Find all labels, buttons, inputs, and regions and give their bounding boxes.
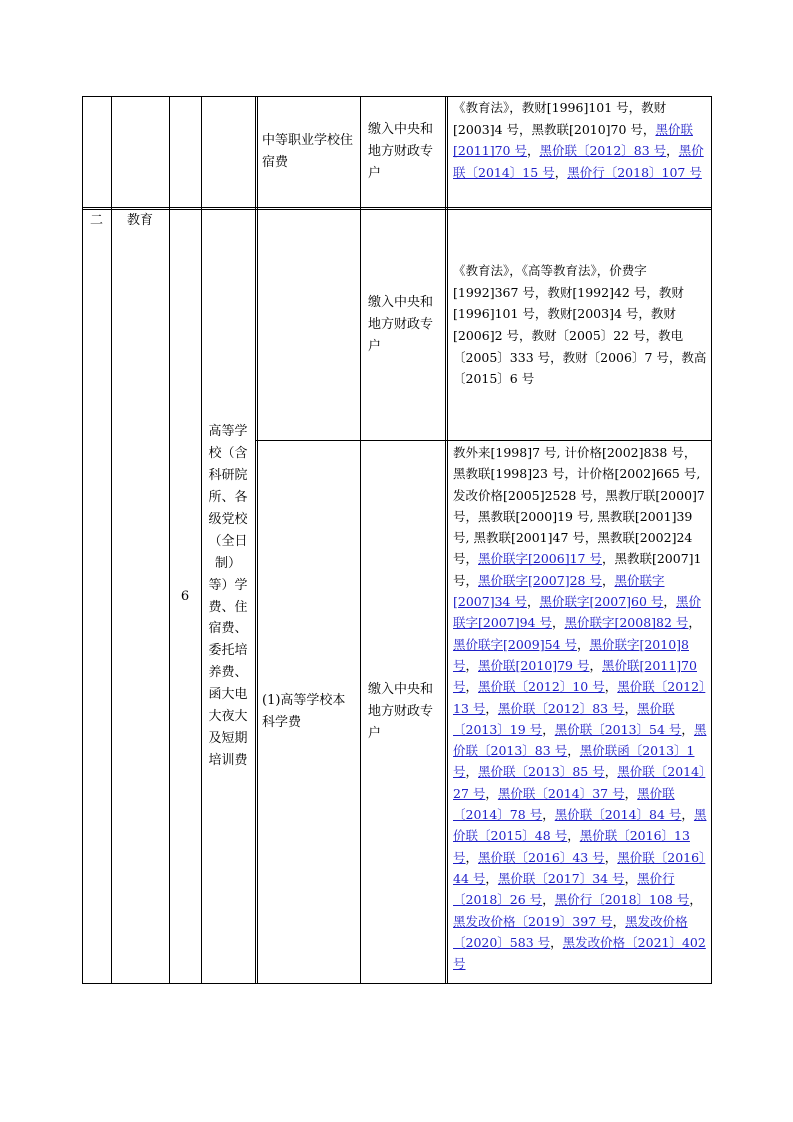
basis-link[interactable]: 黑价联〔2013〕83 号 [453,721,707,759]
row1-basis-cell: 《教育法》，教财[1996]101 号，教财[2003]4 号，黑教联[2010]70 号，黑价联[2011]70 号，黑价联〔2012〕83 号，黑价联〔2014〕15 号，黑价行〔2018〕107 号 [453,100,704,181]
basis-link[interactable]: 黑价行〔2018〕107 号 [567,165,702,181]
basis-link[interactable]: 黑价联〔2015〕48 号 [453,807,707,844]
row3-item: (1)高等学校本科学费 [262,693,346,730]
basis-link[interactable]: 黑价联〔2014〕15 号 [453,143,704,181]
row3-basis-cell: 教外来[1998]7 号, 计价格[2002]838 号，黑教联[1998]23 号，计价格[2002]665 号, 发改价格[2005]2528 号，黑教厅联[2000]7 号，黑教联[2000]19 号, 黑教联[2001]39 号, 黑教联[2001]47 号，黑教联[2002]24 号，黑价联字[2006]17 号，黑教联[2007]1 号，黑价联字[2007]28 号，黑价联字[2007]34 号，黑价联字[2007]60 号，黑价联字[2007]94 号，黑价联字[2008]82 号，黑价联字[2009]54 号，黑价联字[2010]8 号，黑价联[2010]79 号，黑价联[2011]70 号，黑价联〔2012〕10 号，黑价联〔2012〕13 号，黑价联〔2012〕83 号，黑价联〔2013〕19 号，黑价联〔2013〕54 号，黑价联〔2013〕83 号，黑价联函〔2013〕1 号，黑价联〔2013〕85 号，黑价联〔2014〕27 号，黑价联〔2014〕37 号，黑价联〔2014〕78 号，黑价联〔2014〕84 号，黑价联〔2015〕48 号，黑价联〔2016〕13 号，黑价联〔2016〕43 号，黑价联〔2016〕44 号，黑价联〔2017〕34 号，黑价行〔2018〕26 号，黑价行〔2018〕108 号，黑发改价格〔2019〕397 号，黑发改价格〔2020〕583 号，黑发改价格〔2021〕402 号 [453,445,707,972]
row1-basis-text: 《教育法》，教财[1996]101 号，教财[2003]4 号，黑教联[2010]70 号， [453,100,667,137]
grid-line [257,96,258,984]
row2-basis: 《教育法》，《高等教育法》，价费字[1992]367 号，教财[1992]42 号，教财[1996]101 号，教财[2003]4 号，教财[2006]2 号，教财〔2005〕22 号，教电〔2005〕333 号，教财〔2006〕7 号，教高〔2015〕6 号 [453,262,707,387]
group-seq: 6 [180,588,190,604]
basis-link[interactable]: 黑价联〔2016〕13 号 [453,828,690,865]
basis-link[interactable]: 黑价联[2011]70 号 [453,121,693,159]
basis-link[interactable]: 黑价联〔2016〕43 号 [478,849,605,865]
basis-link[interactable]: 黑价联〔2014〕37 号 [497,785,625,801]
basis-link[interactable]: 黑价联函〔2013〕1 号 [453,743,695,780]
basis-link[interactable]: 黑价联字[2009]54 号 [453,636,577,652]
basis-link[interactable]: 黑发改价格〔2020〕583 号 [453,913,688,950]
row3-method-cell [368,441,442,983]
basis-link[interactable]: 黑价联字[2007]34 号 [453,572,665,610]
row2-method: 缴入中央和地方财政专户 [368,295,434,354]
basis-link[interactable]: 黑价联〔2012〕83 号 [497,700,625,716]
group-name-cell [203,210,253,983]
basis-link[interactable]: 黑价联〔2017〕34 号 [497,870,625,886]
row1-method: 缴入中央和地方财政专户 [368,122,434,181]
basis-link[interactable]: 黑价联〔2012〕83 号 [539,143,667,159]
grid-line [255,96,256,984]
basis-link[interactable]: 黑价联字[2007]60 号 [539,594,664,610]
basis-link[interactable]: 黑价联〔2014〕78 号 [453,785,675,823]
grid-line [445,96,446,984]
row1-item: 中等职业学校住宿费 [262,133,354,170]
row3-basis-text: ，黑教联[2007]1 号， [453,551,702,588]
basis-link[interactable]: 黑价联〔2012〕10 号 [478,679,605,695]
row1-method-cell [368,98,442,206]
section-number: 二 [89,213,103,228]
basis-link[interactable]: 黑价联〔2014〕27 号 [453,764,706,801]
row3-item-cell [262,441,356,983]
grid-line [82,983,712,984]
row3-basis-text: 教外来[1998]7 号, 计价格[2002]838 号，黑教联[1998]23 号，计价格[2002]665 号, 发改价格[2005]2528 号，黑教厅联[2000]7 号，黑教联[2000]19 号, 黑教联[2001]39 号, 黑教联[2001]47 号，黑教联[2002]24 号， [453,445,705,567]
grid-line [82,207,712,208]
basis-link[interactable]: 黑价联字[2010]8 号 [453,636,689,673]
basis-link[interactable]: 黑价联字[2008]82 号 [564,615,689,631]
grid-line [711,96,712,984]
basis-link[interactable]: 黑价行〔2018〕26 号 [453,870,675,908]
basis-link[interactable]: 黑价联〔2014〕84 号 [554,807,682,823]
basis-link[interactable]: 黑价联〔2013〕54 号 [554,721,682,737]
basis-link[interactable]: 黑价联字[2006]17 号 [478,551,602,567]
group-seq-cell [169,210,201,983]
basis-link[interactable]: 黑价联〔2013〕19 号 [453,700,675,737]
basis-link[interactable]: 黑价联[2011]70 号 [453,657,697,695]
basis-link[interactable]: 黑价联[2010]79 号 [478,657,590,673]
basis-link[interactable]: 黑价联〔2013〕85 号 [478,764,605,780]
basis-link[interactable]: 黑价联字[2007]28 号 [478,572,602,588]
row3-method: 缴入中央和地方财政专户 [368,682,434,741]
grid-line [201,96,202,984]
row1-item-cell [262,98,356,206]
group-name: 高等学校（含科研院所、各级党校（全日制）等）学费、住宿费、委托培养费、函大电大夜大及短期培训费 [208,424,248,768]
basis-link[interactable]: 黑发改价格〔2021〕402 号 [453,934,706,972]
basis-link[interactable]: 黑价联字[2007]94 号 [453,594,701,631]
basis-link[interactable]: 黑发改价格〔2019〕397 号 [453,913,613,929]
grid-line [447,96,448,984]
grid-line [360,96,361,984]
row2-basis-cell [453,210,707,440]
basis-link[interactable]: 黑价行〔2018〕108 号 [554,892,690,908]
basis-link[interactable]: 黑价联〔2016〕44 号 [453,849,706,886]
section-name: 教育 [126,213,153,228]
row2-method-cell [368,210,442,440]
basis-link[interactable]: 黑价联〔2012〕13 号 [453,679,706,716]
